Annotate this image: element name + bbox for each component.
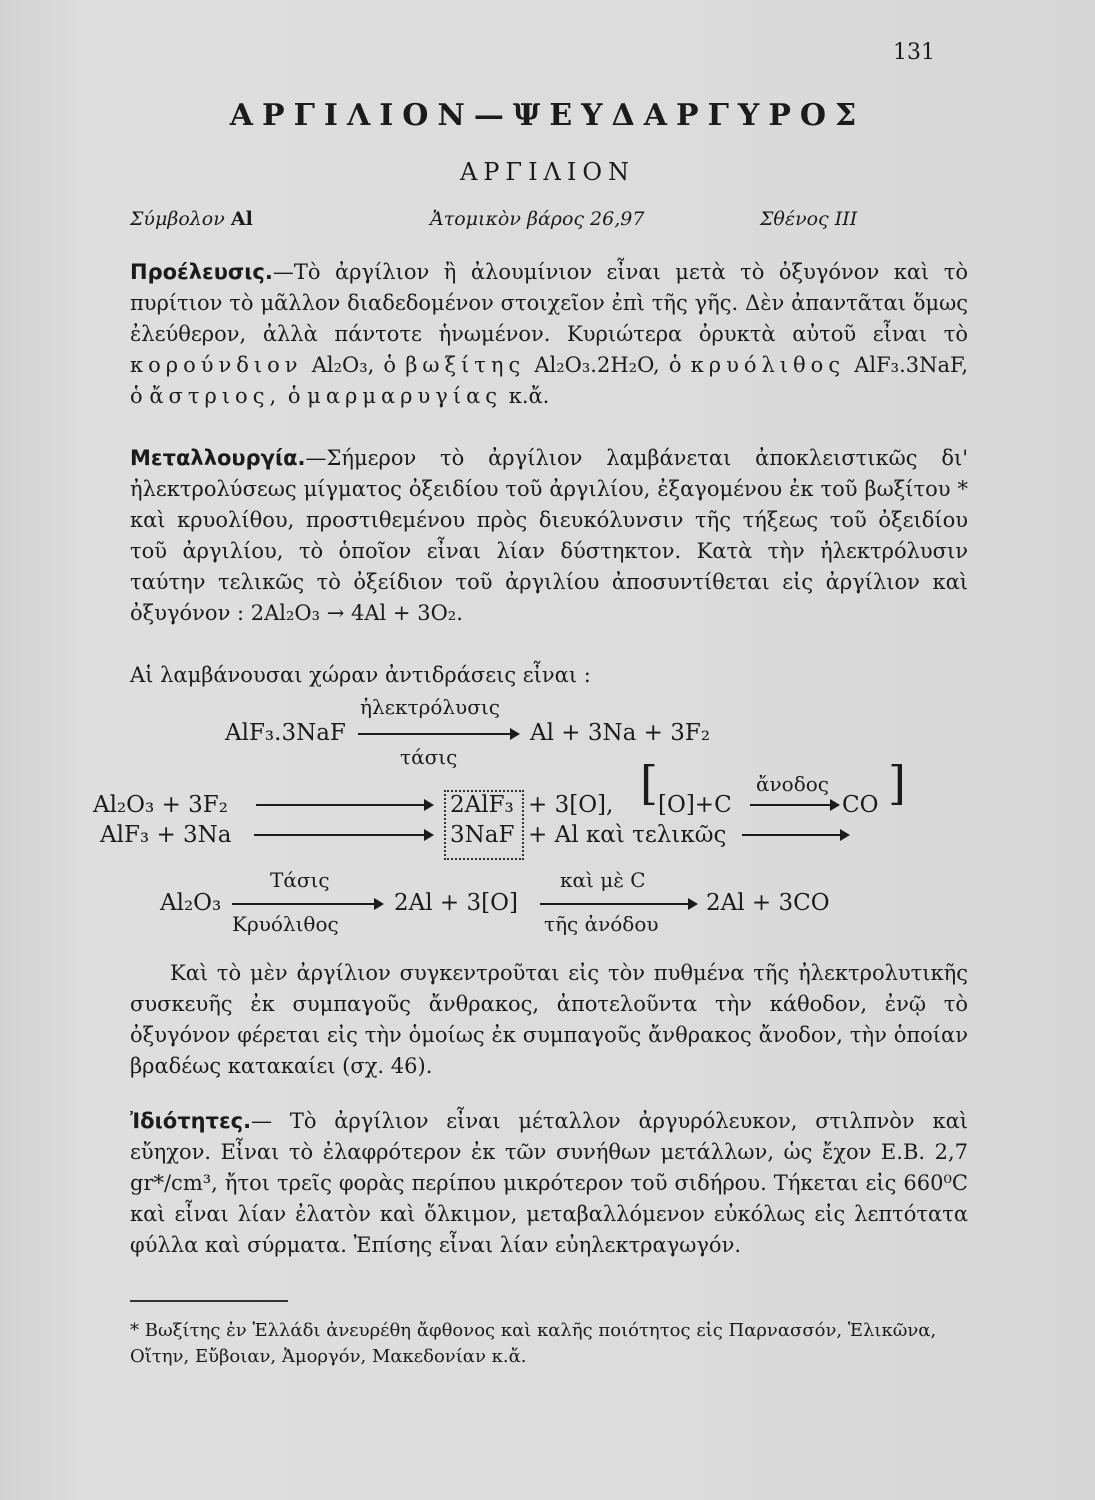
eq1-right: Al + 3Na + 3F₂	[530, 720, 711, 746]
bracket-left: [	[640, 756, 658, 810]
text: —Τὸ ἀργίλιον ἢ ἀλουμίνιον εἶναι μετὰ τὸ ὀξυγόνον καὶ τὸ πυρίτιον τὸ μᾶλλον διαδεδομένον στοιχεῖον ἐπὶ τῆς γῆς. Δὲν ἀπαντᾶται ὅμως ἐλεύθερον, ἀλλὰ πάντοτε ἡνωμένον. Κυριώτερα ὀρυκτὰ αὐτοῦ εἶναι τὸ	[130, 260, 968, 346]
text: κ.ἄ.	[508, 384, 550, 408]
reactions-intro: Αἱ λαμβάνουσαι χώραν ἀντιδράσεις εἶναι :	[130, 663, 591, 687]
eq4-arrow2	[540, 903, 696, 905]
heading-origin: Προέλευσις.	[130, 260, 273, 284]
text: — Τὸ ἀργίλιον εἶναι μέταλλον ἀργυρόλευκον, στιλπνὸν καὶ εὔηχον. Εἶναι τὸ ἐλαφρότερον ἐκ τῶν συνήθων μετάλλων, ὡς ἔχον Ε.Β. 2,7 gr*/cm³, ἤτοι τρεῖς φορὰς περίπου μικρότερον τοῦ σιδήρου. Τήκεται εἰς 660⁰C καὶ εἶναι λίαν ἐλατὸν καὶ ὄλκιμον, μεταβαλλόμενον εὐκόλως εἰς λεπτότατα φύλλα καὶ σύρματα. Ἐπίσης εἶναι λίαν εὐηλεκτραγωγόν.	[130, 1109, 968, 1257]
paragraph-origin	[130, 257, 968, 412]
footnote-rule	[130, 1300, 288, 1302]
text: —Σήμερον τὸ ἀργίλιον λαμβάνεται ἀποκλειστικῶς δι' ἠλεκτρολύσεως μίγματος ὀξειδίου τοῦ ἀργιλίου, ἐξαγομένου ἐκ τοῦ βωξίτου * καὶ κρυολίθου, προστιθεμένου πρὸς διευκόλυνσιν τῆς τήξεως τοῦ ὀξειδίου τοῦ ἀργιλίου, τὸ ὁποῖον εἶναι λίαν δύστηκτον. Κατὰ τὴν ἠλεκτρόλυσιν ταύτην τελικῶς τὸ ὀξείδιον τοῦ ἀργιλίου ἀποσυντίθεται εἰς ἀργίλιον καὶ ὀξυγόνον : 2Al₂O₃ → 4Al + 3O₂.	[130, 446, 968, 625]
eq4-above1: Τάσις	[270, 868, 330, 892]
eq3-left: AlF₃ + 3Na	[100, 822, 232, 848]
eq2-anode-arrow	[750, 804, 838, 806]
symbol-line	[130, 208, 253, 230]
paragraph-properties	[130, 1106, 968, 1261]
text: AlF₃.3NaF, ὁ	[130, 353, 968, 408]
bracket-right: ]	[888, 756, 906, 810]
eq4-mid: 2Al + 3[O]	[394, 890, 518, 916]
heading-properties: Ἰδιότητες.	[130, 1109, 252, 1133]
footnote: * Βωξίτης ἐν Ἑλλάδι ἀνευρέθη ἄφθονος καὶ καλῆς ποιότητος εἰς Παρνασσόν, Ἑλικῶνα, Οἴτην, Εὔβοιαν, Ἀμοργόν, Μακεδονίαν κ.ἄ.	[130, 1320, 937, 1367]
eq4-above2: καὶ μὲ C	[560, 868, 646, 892]
eq2-right: + 3[O],	[528, 792, 614, 818]
symbol-value: Al	[230, 208, 253, 230]
eq2-box: 2AlF₃	[450, 792, 514, 818]
eq3-arrow	[254, 834, 432, 836]
paragraph-electrolysis: Καὶ τὸ μὲν ἀργίλιον συγκεντροῦται εἰς τὸν πυθμένα τῆς ἠλεκτρολυτικῆς συσκευῆς ἐκ συμπαγοῦς ἄνθρακος, ἀποτελοῦντα τὴν κάθοδον, ἐνῷ τὸ ὀξυγόνον φέρεται εἰς τὴν ὁμοίως ἐκ συμπαγοῦς ἄνθρακος ἄνοδον, τὴν ὁποίαν βραδέως κατακαίει (σχ. 46).	[130, 961, 968, 1078]
eq1-below: τάσις	[400, 745, 458, 769]
eq4-right: 2Al + 3CO	[706, 890, 830, 916]
eq4-below1: Κρυόλιθος	[232, 912, 339, 936]
eq1-above: ἠλεκτρόλυσις	[360, 695, 500, 719]
paragraph-metallurgy	[130, 443, 968, 629]
heading-metallurgy: Μεταλλουργία.	[130, 446, 306, 470]
eq2-inner-left: [O]+C	[658, 792, 732, 818]
section-title: ΑΡΓΙΛΙΟΝ	[459, 158, 636, 186]
eq1-left: AlF₃.3NaF	[225, 720, 346, 746]
mineral-feldspar: ἄστριος,	[149, 384, 282, 408]
eq4-arrow1	[232, 903, 382, 905]
chapter-title: ΑΡΓΙΛΙΟΝ—ΨΕΥΔΑΡΓΥΡΟΣ	[229, 98, 866, 133]
eq2-left: Al₂O₃ + 3F₂	[93, 792, 228, 818]
text: Al₂O₃.2H₂O, ὁ	[534, 353, 682, 377]
atomic-weight: Ἀτομικὸν βάρος 26,97	[430, 208, 645, 230]
eq4-left: Al₂O₃	[160, 890, 222, 916]
valence: Σθένος III	[760, 208, 858, 230]
mineral-corundum: κορούνδιον	[130, 353, 303, 377]
eq2-arrow	[256, 804, 432, 806]
eq4-below2: τῆς ἀνόδου	[544, 912, 659, 936]
page-number: 131	[893, 40, 935, 65]
text: ὁ	[287, 384, 301, 408]
mineral-cryolite: κρυόλιθος	[690, 353, 846, 377]
mineral-mica: μαρμαρυγίας	[307, 384, 503, 408]
eq2-above: ἄνοδος	[756, 772, 829, 796]
eq3-final-arrow	[742, 834, 848, 836]
eq2-inner-right: CO	[842, 792, 879, 818]
eq3-box: 3NaF	[450, 822, 515, 848]
eq1-arrow	[358, 733, 518, 735]
text: Al₂O₃, ὁ	[311, 353, 397, 377]
eq3-right: + Al καὶ τελικῶς	[528, 822, 727, 848]
mineral-bauxite: βωξίτης	[405, 353, 526, 377]
symbol-label: Σύμβολον	[130, 208, 225, 230]
